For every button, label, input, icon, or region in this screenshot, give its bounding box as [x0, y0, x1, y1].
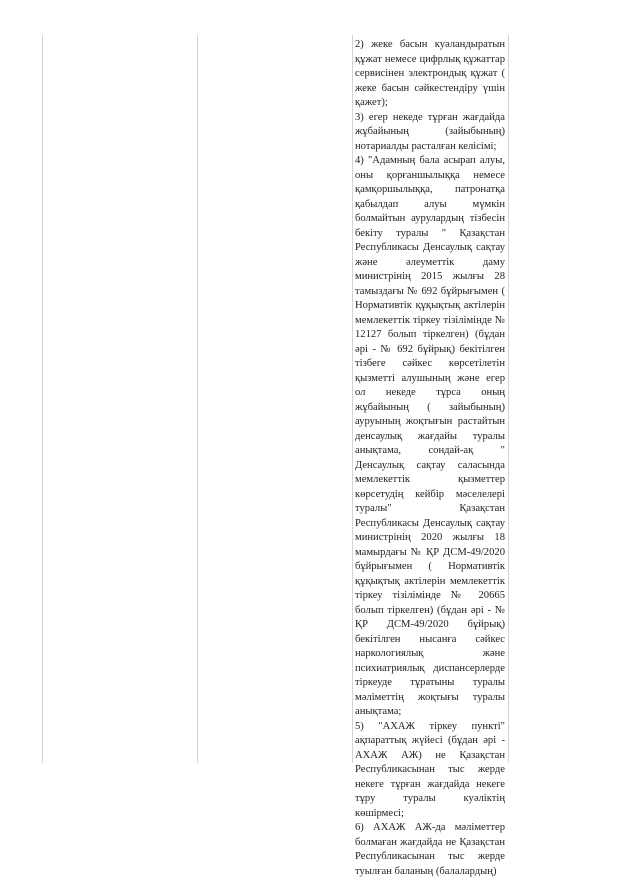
list-item-5: 5) "АХАЖ тіркеу пункті" ақпараттық жүйесі (бұдан әрі - АХАЖ АЖ) не Қазақстан Республикасынан тыс жерде некеге тұрған жағдайда некеге тұру туралы куәліктің көшірмесі;	[355, 720, 505, 819]
table-cell-documents-list	[355, 38, 505, 879]
list-item-3: 3) егер некеде тұрған жағдайда жұбайының (зайыбының) нотариалды расталған келісімі;	[355, 111, 505, 152]
list-item-2: 2) жеке басын куәландыратын құжат немесе цифрлық құжаттар сервисінен электрондық құжат ( жеке басын сәйкестендіру үшін қажет);	[355, 39, 505, 108]
table-border-right	[508, 35, 509, 763]
table-border-left	[42, 35, 43, 763]
table-column-divider-1	[197, 35, 198, 763]
table-column-divider-2	[352, 35, 353, 763]
list-item-4: 4) "Адамның бала асырап алуы, оны қорғаншылыққа немесе қамқоршылыққа, патронатқа қабылдап алуы мүмкін болмайтын аурулардың тізбесін бекіту туралы " Қазақстан Республикасы Денсаулық сақтау және әлеуметтік даму министрінің 2015 жылғы 28 тамыздағы № 692 бұйрығымен ( Нормативтік құқықтық актілерін мемлекеттік тіркеу тізілімінде № 12127 болып тіркелген) (бұдан әрі - № 692 бұйрық) бекітілген тізбеге сәйкес көрсетілетін қызметті алушының және егер ол некеде тұрса оның жұбайының ( зайыбының) ауруының жоқтығын растайтын денсаулық жағдайы туралы анықтама, сондай-ақ " Денсаулық сақтау саласында мемлекеттік қызметтер көрсетудің кейбір мәселелері туралы" Қазақстан Республикасы Денсаулық сақтау министрінің 2020 жылғы 18 мамырдағы № ҚР ДСМ-49/2020 бұйрығымен ( Нормативтік құқықтық актілерін мемлекеттік тіркеу тізілімінде № 20665 болып тіркелген) (бұдан әрі - № ҚР ДСМ-49/2020 бұйрық) бекітілген нысанға сәйкес наркологиялық және психиатриялық диспансерлерде тіркеуде тұратыны туралы мәліметтің жоқтығы туралы анықтама;	[355, 155, 505, 717]
list-item-6: 6) АХАЖ АЖ-да мәліметтер болмаған жағдайда не Қазақстан Республикасынан тыс жерде туылған баланың (балалардың)	[355, 822, 505, 877]
